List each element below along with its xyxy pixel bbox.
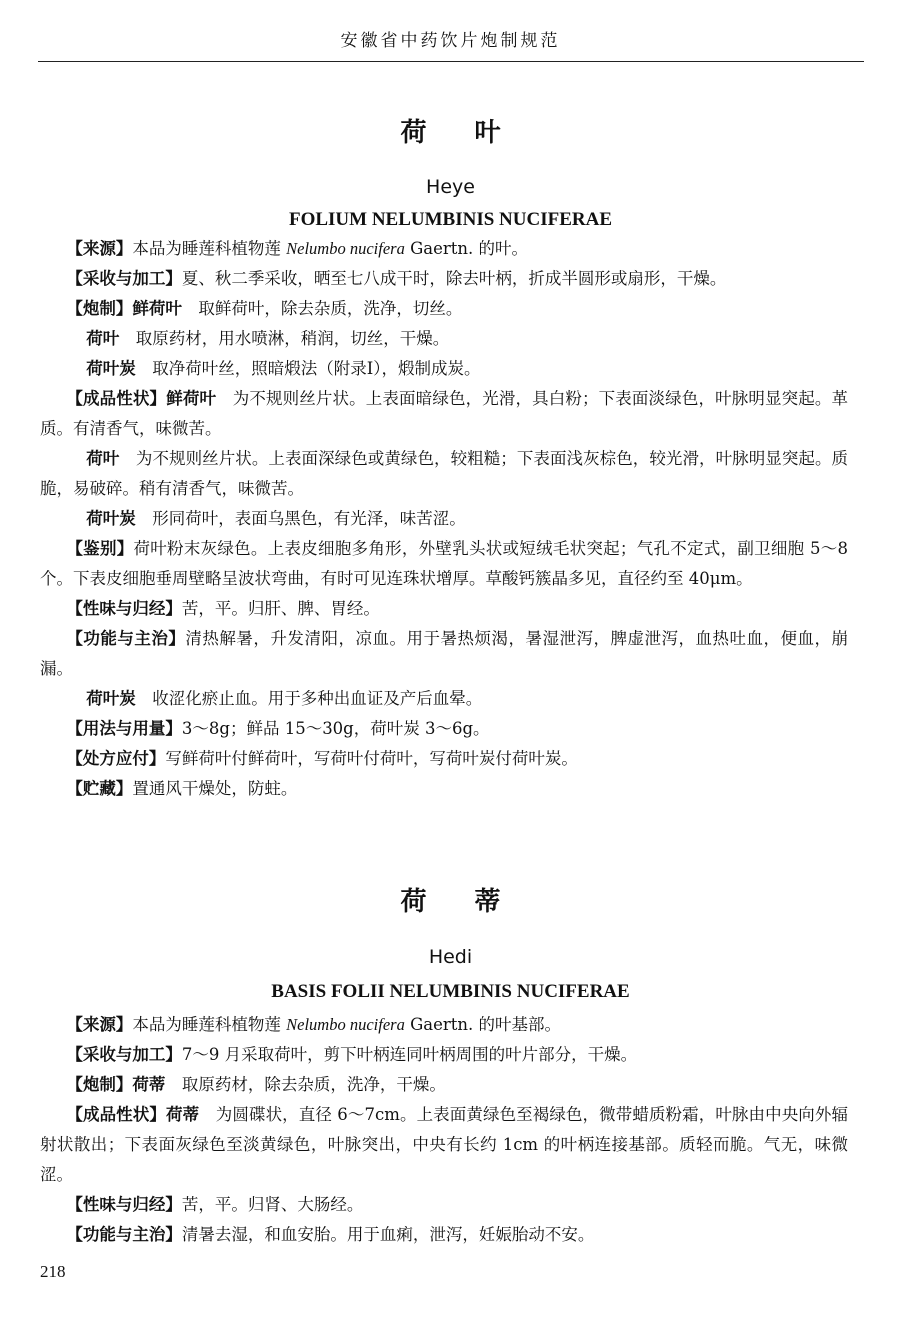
entry-title: 荷叶 <box>400 118 549 148</box>
source-paragraph: 【来源】本品为睡莲科植物莲 Nelumbo nucifera Gaertn. 的叶。 <box>66 239 529 258</box>
prescription-paragraph: 【处方应付】写鲜荷叶付鲜荷叶，写荷叶付荷叶，写荷叶炭付荷叶炭。 <box>66 749 578 768</box>
entry-body <box>40 234 848 804</box>
section-tag: 【性味与归经】 <box>66 1195 182 1214</box>
scientific-name: Nelumbo nucifera <box>286 239 405 258</box>
harvest-paragraph: 【采收与加工】夏、秋二季采收，晒至七八成干时，除去叶柄，折成半圆形或扇形，干燥。 <box>66 269 727 288</box>
page-number: 218 <box>40 1262 66 1281</box>
storage-paragraph: 【贮藏】置通风干燥处，防蛀。 <box>66 779 298 798</box>
scientific-name: Nelumbo nucifera <box>286 1015 405 1034</box>
section-tag: 【功能与主治】 <box>66 1225 182 1244</box>
item-name: 荷叶炭 <box>86 359 136 378</box>
entry-latin-name: BASIS FOLII NELUMBINIS NUCIFERAE <box>271 981 630 1002</box>
characters-paragraph: 【成品性状】荷蒂 为圆碟状，直径 6～7cm。上表面黄绿色至褐绿色，微带蜡质粉霜，叶脉由中央向外辐射状散出；下表面灰绿色至淡黄绿色，叶脉突出，中央有长约 1cm 的叶柄连接基部。质轻而脆。气无，味微涩。 <box>40 1105 849 1184</box>
entry-pinyin: Hedi <box>428 946 473 968</box>
processing-paragraph: 【炮制】荷蒂 取原药材，除去杂质，洗净，干燥。 <box>66 1075 446 1094</box>
item-name: 荷叶炭 <box>86 509 136 528</box>
item-name: 鲜荷叶 <box>132 299 182 318</box>
section-tag: 【贮藏】 <box>66 779 133 798</box>
section-tag: 【成品性状】 <box>66 1105 166 1124</box>
item-name: 荷蒂 <box>132 1075 166 1094</box>
item-name: 荷叶炭 <box>86 689 136 708</box>
dosage-paragraph: 【用法与用量】3～8g；鲜品 15～30g，荷叶炭 3～6g。 <box>66 719 490 738</box>
function-paragraph: 【功能与主治】清热解暑，升发清阳，凉血。用于暑热烦渴，暑湿泄泻，脾虚泄泻，血热吐血，便血，崩漏。 <box>40 629 849 678</box>
section-tag: 【采收与加工】 <box>66 269 182 288</box>
section-tag: 【采收与加工】 <box>66 1045 182 1064</box>
section-tag: 【炮制】 <box>66 1075 133 1094</box>
harvest-paragraph: 【采收与加工】7～9 月采取荷叶，剪下叶柄连同叶柄周围的叶片部分，干燥。 <box>66 1045 638 1064</box>
entry-pinyin: Heye <box>426 176 475 198</box>
processing-item: 荷叶炭 取净荷叶丝，照暗煅法（附录Ⅰ），煅制成炭。 <box>86 359 481 378</box>
item-name: 荷叶 <box>86 329 120 348</box>
entry-body <box>40 1010 848 1250</box>
section-tag: 【用法与用量】 <box>66 719 182 738</box>
entry-latin-name: FOLIUM NELUMBINIS NUCIFERAE <box>288 209 613 230</box>
characters-item: 荷叶 为不规则丝片状。上表面深绿色或黄绿色，较粗糙；下表面浅灰棕色，较光滑，叶脉明显突起。质脆，易破碎。稍有清香气，味微苦。 <box>40 449 848 498</box>
identification-paragraph: 【鉴别】荷叶粉末灰绿色。上表皮细胞多角形，外壁乳头状或短绒毛状突起；气孔不定式，副卫细胞 5～8 个。下表皮细胞垂周壁略呈波状弯曲，有时可见连珠状增厚。草酸钙簇晶多见，直径约至 40μm。 <box>40 539 849 588</box>
source-paragraph: 【来源】本品为睡莲科植物莲 Nelumbo nucifera Gaertn. 的叶基部。 <box>66 1015 562 1034</box>
function-paragraph: 【功能与主治】清暑去湿，和血安胎。用于血痢，泄泻，妊娠胎动不安。 <box>66 1225 595 1244</box>
processing-paragraph: 【炮制】鲜荷叶 取鲜荷叶，除去杂质，洗净，切丝。 <box>66 299 463 318</box>
section-tag: 【性味与归经】 <box>66 599 182 618</box>
section-tag: 【功能与主治】 <box>66 629 186 648</box>
running-header: 安徽省中药饮片炮制规范 <box>340 31 561 51</box>
section-tag: 【鉴别】 <box>66 539 134 558</box>
processing-item: 荷叶 取原药材，用水喷淋，稍润，切丝，干燥。 <box>86 329 450 348</box>
nature-paragraph: 【性味与归经】苦，平。归肾、大肠经。 <box>66 1195 364 1214</box>
entry-title: 荷蒂 <box>400 887 549 917</box>
section-tag: 【来源】 <box>66 1015 133 1034</box>
section-tag: 【处方应付】 <box>66 749 166 768</box>
item-name: 鲜荷叶 <box>166 389 217 408</box>
section-tag: 【来源】 <box>66 239 133 258</box>
section-tag: 【成品性状】 <box>66 389 167 408</box>
function-item: 荷叶炭 收涩化瘀止血。用于多种出血证及产后血晕。 <box>86 689 483 708</box>
item-name: 荷叶 <box>86 449 120 468</box>
nature-paragraph: 【性味与归经】苦，平。归肝、脾、胃经。 <box>66 599 380 618</box>
section-tag: 【炮制】 <box>66 299 133 318</box>
item-name: 荷蒂 <box>165 1105 200 1124</box>
header-rule <box>38 61 864 62</box>
characters-paragraph: 【成品性状】鲜荷叶 为不规则丝片状。上表面暗绿色，光滑，具白粉；下表面淡绿色，叶脉明显突起。革质。有清香气，味微苦。 <box>40 389 849 438</box>
characters-item: 荷叶炭 形同荷叶，表面乌黑色，有光泽，味苦涩。 <box>86 509 466 528</box>
